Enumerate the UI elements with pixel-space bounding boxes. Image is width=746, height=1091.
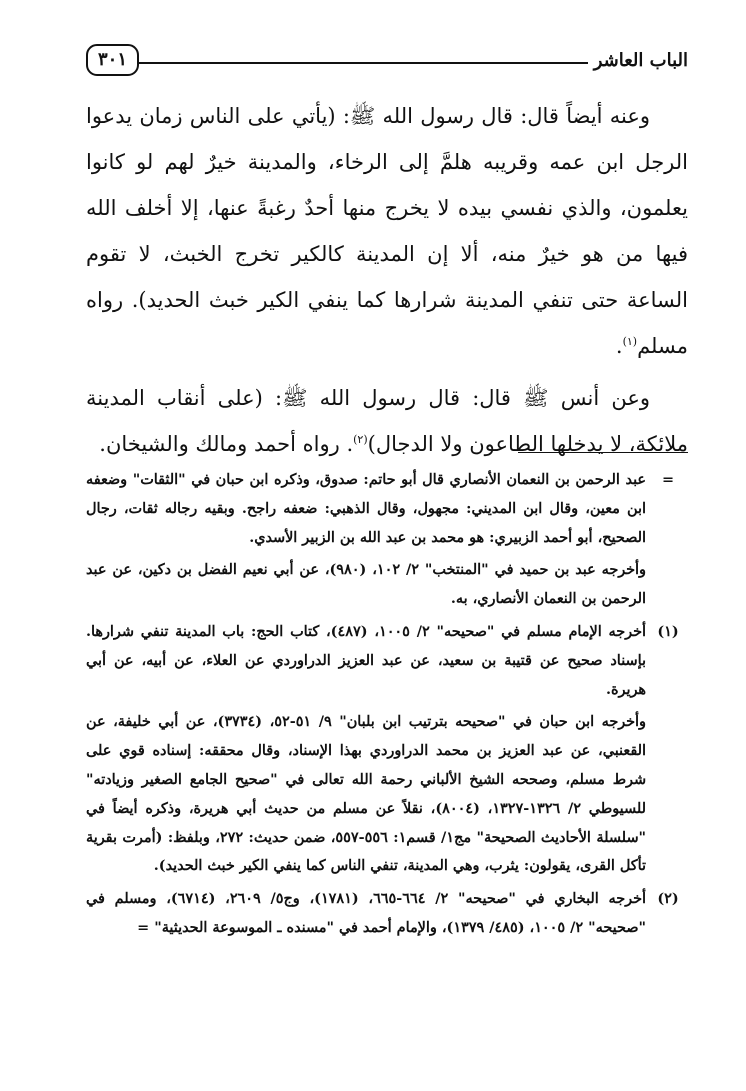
footnote-separator xyxy=(518,452,688,453)
header-rule xyxy=(139,62,588,64)
footnote-2-para-1: أخرجه البخاري في "صحيحه" ٢/ ٦٦٤-٦٦٥، (١٧٨١)، وج٥/ ٢٦٠٩، (٦٧١٤)، ومسلم في "صحيحه" ٢/ ١٠٠٥، (٤٨٥/ ١٣٧٩)، والإمام أحمد في "مسنده ـ الموسوعة الحديثية" = xyxy=(86,890,647,936)
footnote-1 xyxy=(86,618,688,881)
hadith-paragraph-2 xyxy=(86,375,688,467)
footnote-ref-1[interactable]: (١) xyxy=(622,335,638,348)
footnotes xyxy=(86,466,688,943)
main-text xyxy=(86,93,688,467)
running-header xyxy=(86,40,688,80)
footnote-1-para-2: وأخرجه ابن حبان في "صحيحه بترتيب ابن بلبان" ٩/ ٥١-٥٢، (٣٧٣٤)، عن أبي خليفة، عن القعنبي، عن عبد العزيز بن محمد الدراوردي بهذا الإسناد، وقال محققه: إسناده قوي على شرط مسلم، وصححه الشيخ الألباني رحمة الله تعالى في "صحيح الجامع الصغير وزيادته" للسيوطي ٢/ ١٣٢٦-١٣٢٧، (٨٠٠٤)، نقلاً عن مسلم من حديث أبي هريرة، وذكره أيضاً في "سلسلة الأحاديث الصحيحة" مج١/ قسم١: ٥٥٦-٥٥٧، ضمن حديث: ٢٧٢، وبلفظ: (أمرت بقرية تأكل القرى، يقولون: يثرب، وهي المدينة، تنفي الناس كما ينفي الكير خبث الحديد). xyxy=(86,713,647,875)
footnote-2-marker: (٢) xyxy=(657,890,679,908)
continuation-marker: = xyxy=(661,471,675,488)
footnote-continued xyxy=(86,466,688,614)
chapter-title: الباب العاشر xyxy=(593,49,688,71)
page-number: ٣٠١ xyxy=(86,44,139,76)
footnote-1-para-1: أخرجه الإمام مسلم في "صحيحه" ٢/ ١٠٠٥، (٤٨٧)، كتاب الحج: باب المدينة تنفي شرارها. بإسناد صحيح عن قتيبة بن سعيد، عن عبد العزيز الدراوردي عن العلاء، عن أبيه، عن أبي هريرة. xyxy=(86,622,646,698)
footnote-continued-para-1: عبد الرحمن بن النعمان الأنصاري قال أبو حاتم: صدوق، وذكره ابن حبان في "الثقات" وضعفه ابن معين، وقال ابن المديني: مجهول، وقال الذهبي: ضعفه راجح. وبقيه رجاله ثقات، رجال الصحيح، أبو أحمد الزبيري: هو محمد بن عبد الله بن الزبير الأسدي. xyxy=(86,471,646,546)
hadith-2-source: . رواه أحمد ومالك والشيخان. xyxy=(99,432,354,456)
hadith-1-text: وعنه أيضاً قال: قال رسول الله ﷺ: (يأتي على الناس زمان يدعوا الرجل ابن عمه وقريبه هلمَّ إلى الرخاء، والمدينة خيرٌ لهم لو كانوا يعلمون، والذي نفسي بيده لا يخرج منها أحدٌ رغبةً عنها، إلا أخلف الله فيها من هو خيرٌ منه، ألا إن المدينة كالكير تخرج الخبث، لا تقوم الساعة حتى تنفي المدينة شرارها كما ينفي الكير خبث الحديد). رواه مسلم xyxy=(86,104,688,358)
hadith-2-text: وعن أنس ﷺ قال: قال رسول الله ﷺ: (على أنقاب المدينة ملائكة، لا يدخلها الطاعون ولا الدجال) xyxy=(86,386,688,456)
footnote-ref-2[interactable]: (٢) xyxy=(353,433,368,446)
footnote-2 xyxy=(86,885,688,943)
footnote-1-marker: (١) xyxy=(657,622,679,640)
hadith-paragraph-1: وعنه أيضاً قال: قال رسول الله ﷺ: (يأتي على الناس زمان يدعوا الرجل ابن عمه وقريبه هلمَّ إلى الرخاء، والمدينة خيرٌ لهم لو كانوا يعلمون، والذي نفسي بيده لا يخرج منها أحدٌ رغبةً عنها، إلا أخلف الله فيها من هو خيرٌ منه، ألا إن المدينة كالكير تخرج الخبث، لا تقوم الساعة حتى تنفي المدينة شرارها كما ينفي الكير خبث الحديد). رواه مسلم$^{(١)}$. xyxy=(86,104,688,358)
footnote-continued-para-2: وأخرجه عبد بن حميد في "المنتخب" ٢/ ١٠٢، (٩٨٠)، عن أبي نعيم الفضل بن دكين، عن عبد الرحمن بن النعمان الأنصاري، به. xyxy=(86,561,646,608)
